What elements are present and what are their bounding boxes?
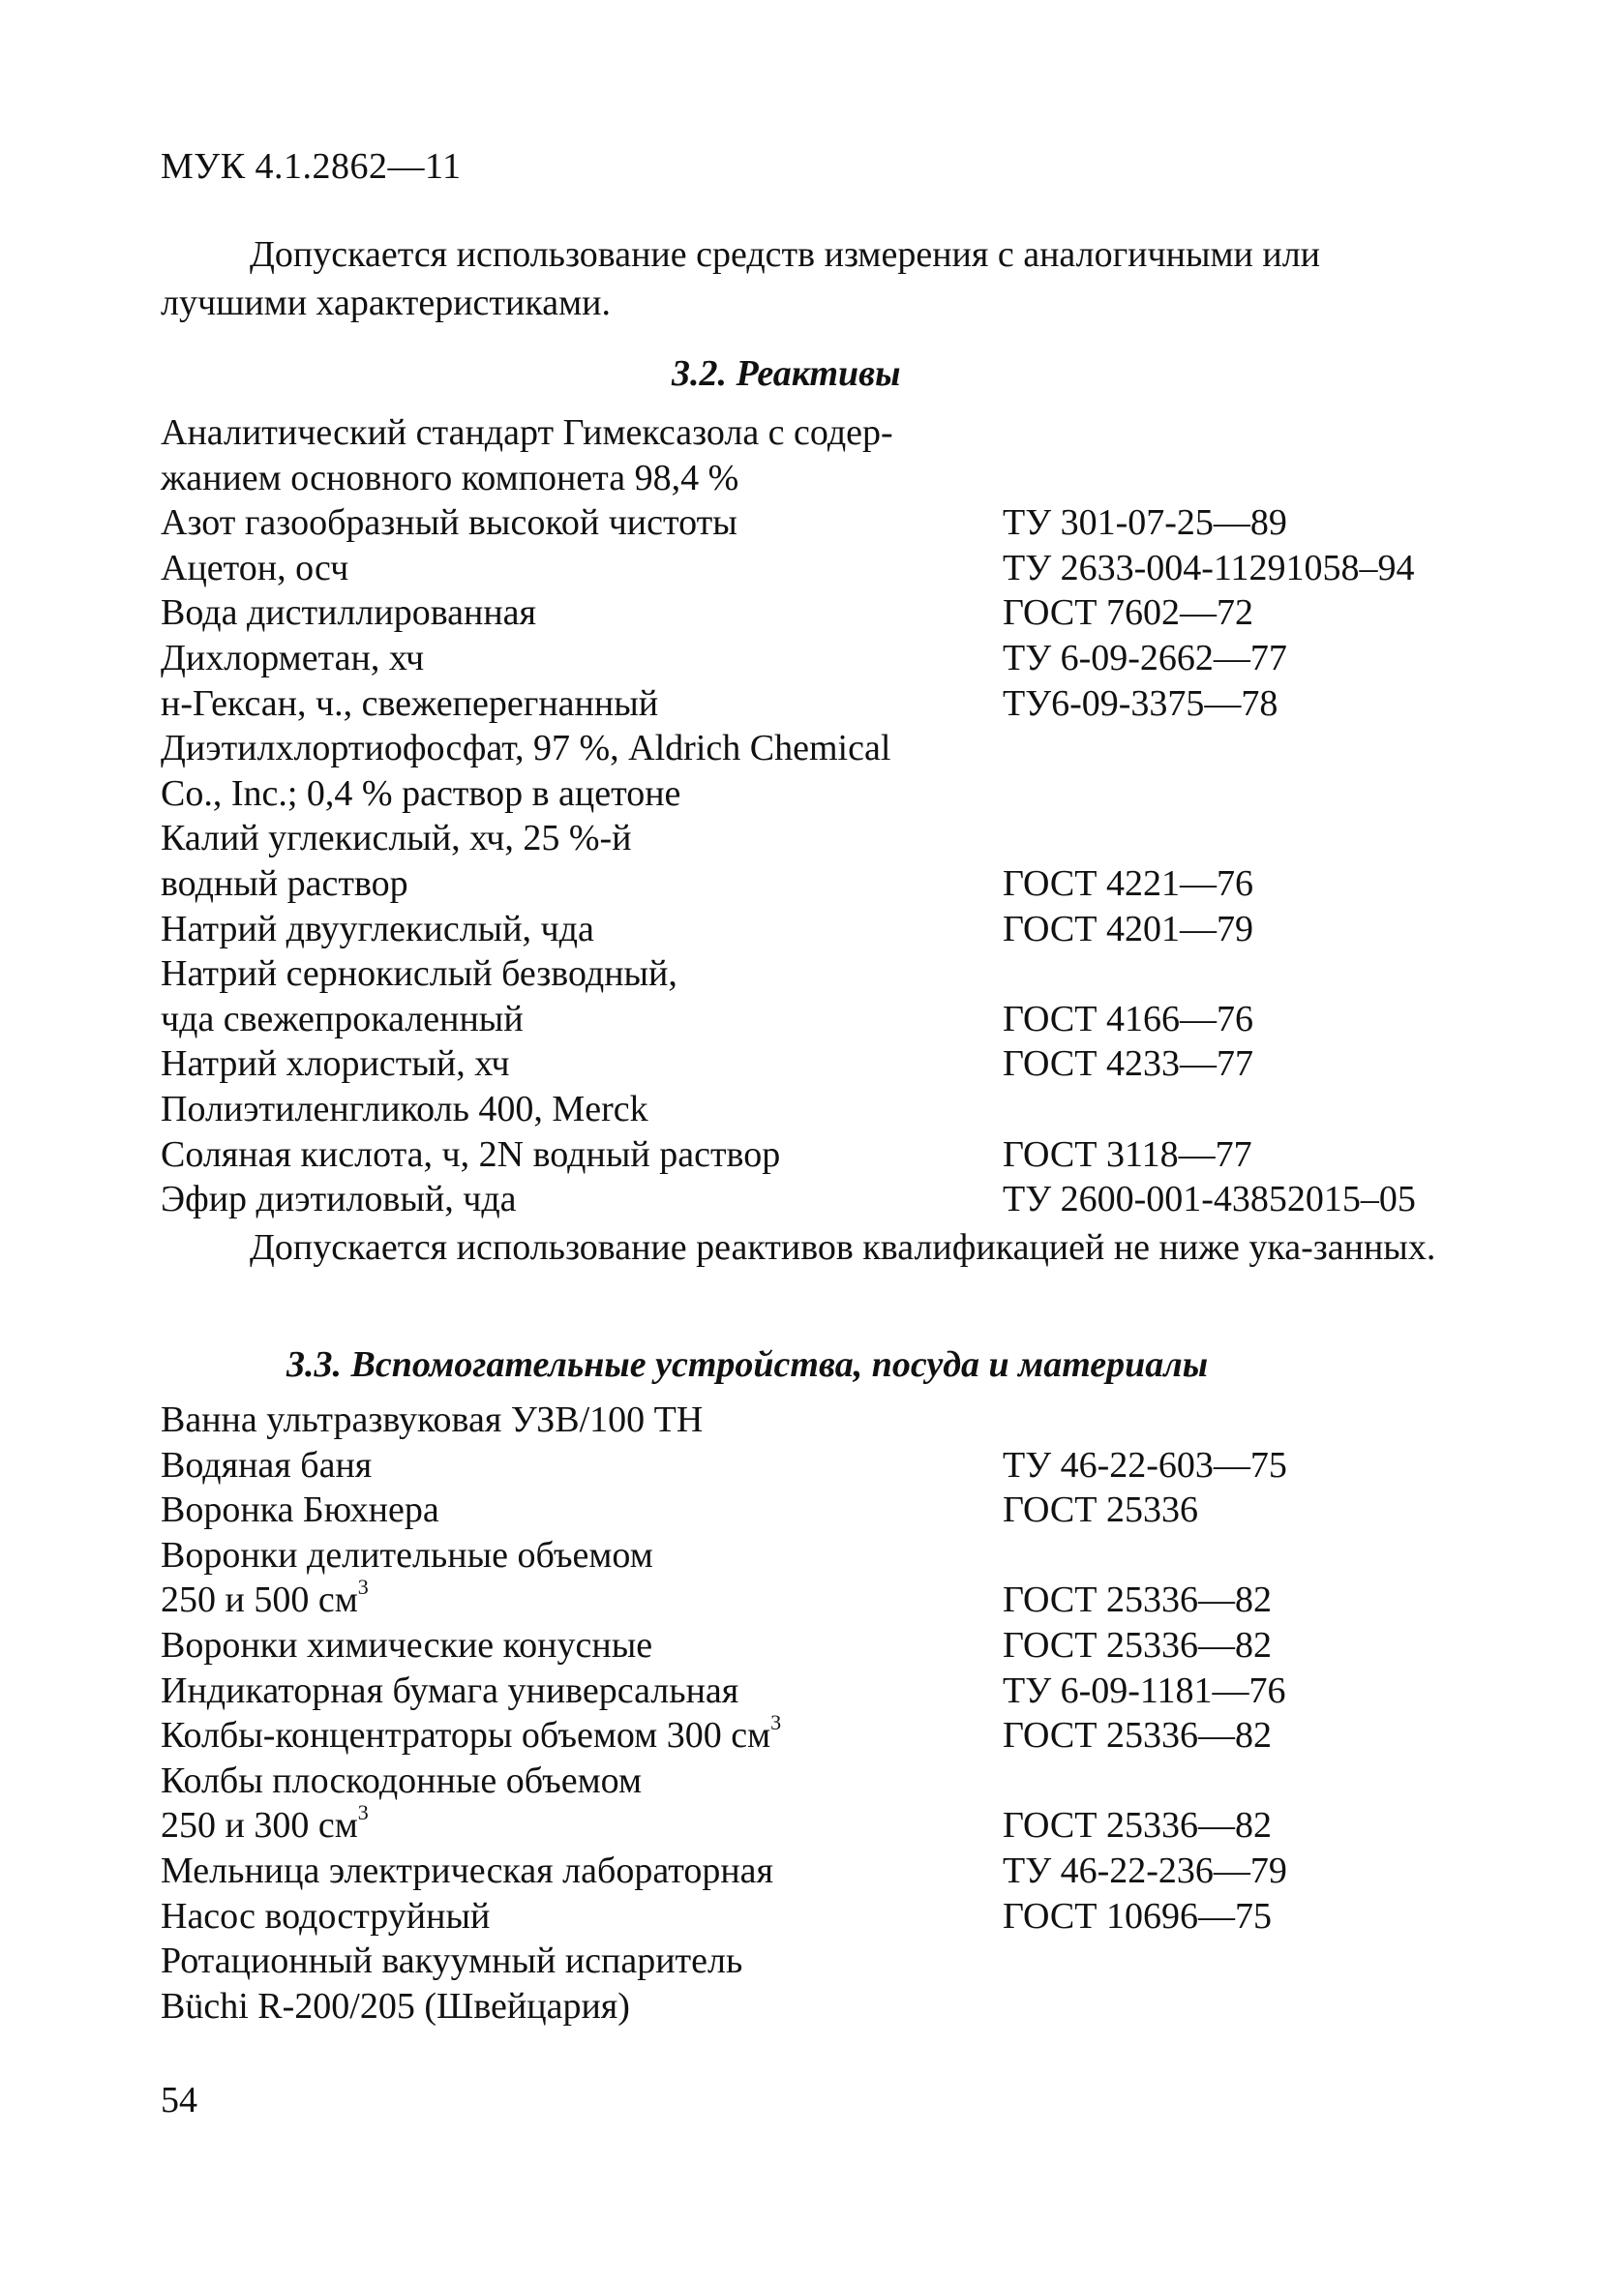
item-label xyxy=(161,410,893,456)
item-label-text: Индикаторная бумага универсальная xyxy=(161,1669,739,1711)
item-standard: ГОСТ 25336—82 xyxy=(1003,1579,1272,1621)
reagent-row xyxy=(161,997,1487,1042)
equipment-section-title: 3.3. Вспомогательные устройства, посуда и материалы xyxy=(286,1344,1209,1385)
item-label xyxy=(161,590,536,636)
item-label xyxy=(161,1984,630,2030)
equipment-row xyxy=(161,1759,1487,1804)
item-standard: ГОСТ 10696—75 xyxy=(1003,1895,1272,1937)
unit-superscript: 3 xyxy=(770,1710,782,1735)
item-label xyxy=(161,1623,652,1669)
reagent-row xyxy=(161,546,1487,591)
reagent-row xyxy=(161,636,1487,681)
equipment-list xyxy=(161,1398,1487,2029)
reagent-row xyxy=(161,907,1487,952)
item-label-text: 250 и 300 см xyxy=(161,1805,358,1847)
item-standard: ТУ 2600-001-43852015–05 xyxy=(1003,1179,1416,1220)
item-label-text: Насос водоструйный xyxy=(161,1895,491,1937)
item-label xyxy=(161,1132,780,1178)
item-label-text: Büchi R-200/205 (Швейцария) xyxy=(161,1985,630,2027)
unit-superscript: 3 xyxy=(357,1575,369,1600)
item-label-text: водный раствор xyxy=(161,862,408,904)
item-label xyxy=(161,681,658,727)
item-label-text: Водяная баня xyxy=(161,1444,373,1486)
item-label-text: 250 и 500 см xyxy=(161,1579,358,1621)
item-label-text: Воронка Бюхнера xyxy=(161,1489,439,1531)
item-standard: ГОСТ 25336—82 xyxy=(1003,1715,1272,1757)
item-standard: ГОСТ 25336—82 xyxy=(1003,1624,1272,1666)
reagents-note: Допускается использование реактивов квалификацией не ниже ука-занных. xyxy=(250,1227,1436,1268)
item-label-text: Колбы-концентраторы объемом 300 см xyxy=(161,1715,771,1757)
item-label-text: Ротационный вакуумный испаритель xyxy=(161,1940,743,1982)
item-label-text: н-Гексан, ч., свежеперегнанный xyxy=(161,682,659,724)
item-label xyxy=(161,1087,648,1132)
reagents-section-title: 3.2. Реактивы xyxy=(672,353,901,394)
item-label-text: Полиэтиленгликоль 400, Merck xyxy=(161,1088,648,1129)
document-code-header: МУК 4.1.2862—11 xyxy=(161,146,462,187)
unit-superscript: 3 xyxy=(357,1800,369,1825)
reagent-row xyxy=(161,771,1487,817)
item-label xyxy=(161,1669,738,1714)
item-label xyxy=(161,1800,369,1849)
item-label-text: Колбы плоскодонные объемом xyxy=(161,1760,643,1801)
item-standard: ТУ6-09-3375—78 xyxy=(1003,682,1278,724)
item-standard: ГОСТ 4233—77 xyxy=(1003,1043,1253,1085)
reagent-row xyxy=(161,456,1487,501)
item-label-text: Азот газообразный высокой чистоты xyxy=(161,502,737,544)
item-label xyxy=(161,1041,509,1087)
item-label xyxy=(161,1177,517,1222)
item-label xyxy=(161,997,524,1042)
item-standard: ГОСТ 3118—77 xyxy=(1003,1133,1252,1175)
item-label xyxy=(161,861,408,907)
item-label xyxy=(161,1488,439,1533)
reagent-row xyxy=(161,681,1487,727)
item-standard: ТУ 46-22-603—75 xyxy=(1003,1444,1287,1486)
item-label xyxy=(161,1939,742,1984)
item-label-text: Соляная кислота, ч, 2N водный раствор xyxy=(161,1133,781,1175)
item-standard: ГОСТ 7602—72 xyxy=(1003,592,1253,634)
item-label-text: Натрий двууглекислый, чда xyxy=(161,908,594,949)
reagent-row xyxy=(161,1041,1487,1087)
item-label-text: Диэтилхлортиофосфат, 97 %, Aldrich Chemical xyxy=(161,728,891,769)
item-standard: ГОСТ 25336 xyxy=(1003,1489,1198,1531)
item-label xyxy=(161,456,738,501)
item-label xyxy=(161,1849,773,1894)
reagent-row xyxy=(161,1177,1487,1222)
item-label xyxy=(161,500,737,546)
item-label-text: чда свежепрокаленный xyxy=(161,998,524,1039)
item-label-text: Воронки химические конусные xyxy=(161,1624,653,1666)
item-standard: ГОСТ 4201—79 xyxy=(1003,908,1253,949)
reagent-row xyxy=(161,1132,1487,1178)
equipment-row xyxy=(161,1488,1487,1533)
item-label-text: Натрий хлористый, хч xyxy=(161,1043,510,1085)
item-label xyxy=(161,1443,372,1489)
equipment-row xyxy=(161,1669,1487,1714)
item-label-text: Калий углекислый, хч, 25 %-й xyxy=(161,818,632,859)
item-label-text: Воронки делительные объемом xyxy=(161,1534,653,1576)
equipment-row xyxy=(161,1984,1487,2030)
item-label-text: Co., Inc.; 0,4 % раствор в ацетоне xyxy=(161,772,681,814)
item-standard: ТУ 46-22-236—79 xyxy=(1003,1850,1287,1891)
item-label xyxy=(161,546,348,591)
item-label-text: жанием основного компонета 98,4 % xyxy=(161,457,739,498)
measurement-note: Допускается использование средств измерения с аналогичными или лучшими характеристиками. xyxy=(161,234,1320,323)
item-label-text: Дихлорметан, хч xyxy=(161,637,425,678)
item-label xyxy=(161,816,632,861)
item-standard: ГОСТ 4221—76 xyxy=(1003,862,1253,904)
item-label-text: Мельница электрическая лабораторная xyxy=(161,1850,773,1891)
equipment-row xyxy=(161,1894,1487,1940)
reagent-row xyxy=(161,500,1487,546)
item-label-text: Эфир диэтиловый, чда xyxy=(161,1179,517,1220)
item-label xyxy=(161,1759,642,1804)
equipment-row xyxy=(161,1800,1487,1849)
reagents-list xyxy=(161,410,1487,1222)
item-label xyxy=(161,771,680,817)
item-standard: ТУ 2633-004-11291058–94 xyxy=(1003,547,1415,588)
equipment-row xyxy=(161,1939,1487,1984)
item-label xyxy=(161,636,424,681)
item-standard: ТУ 301-07-25—89 xyxy=(1003,502,1287,544)
item-label xyxy=(161,1533,653,1579)
item-label xyxy=(161,1894,490,1940)
reagent-row xyxy=(161,816,1487,861)
equipment-row xyxy=(161,1533,1487,1579)
equipment-row xyxy=(161,1623,1487,1669)
item-standard: ГОСТ 4166—76 xyxy=(1003,998,1253,1039)
item-label-text: Натрий сернокислый безводный, xyxy=(161,953,677,995)
item-label xyxy=(161,1398,703,1443)
equipment-row xyxy=(161,1443,1487,1489)
reagent-row xyxy=(161,590,1487,636)
item-label-text: Ацетон, осч xyxy=(161,547,349,588)
item-standard: ТУ 6-09-2662—77 xyxy=(1003,637,1287,678)
equipment-row xyxy=(161,1710,1487,1759)
reagent-row xyxy=(161,861,1487,907)
item-label xyxy=(161,726,890,771)
item-label xyxy=(161,1575,369,1623)
item-standard: ТУ 6-09-1181—76 xyxy=(1003,1669,1286,1711)
reagent-row xyxy=(161,726,1487,771)
item-label-text: Ванна ультразвуковая УЗВ/100 ТН xyxy=(161,1399,704,1440)
item-standard: ГОСТ 25336—82 xyxy=(1003,1805,1272,1847)
reagent-row xyxy=(161,951,1487,997)
equipment-row xyxy=(161,1398,1487,1443)
item-label-text: Вода дистиллированная xyxy=(161,592,537,634)
equipment-row xyxy=(161,1849,1487,1894)
reagent-row xyxy=(161,410,1487,456)
item-label xyxy=(161,1710,782,1759)
reagent-row xyxy=(161,1087,1487,1132)
page-number: 54 xyxy=(161,2080,197,2121)
equipment-row xyxy=(161,1575,1487,1623)
item-label xyxy=(161,951,677,997)
item-label-text: Аналитический стандарт Гимексазола с содер- xyxy=(161,412,893,453)
item-label xyxy=(161,907,594,952)
